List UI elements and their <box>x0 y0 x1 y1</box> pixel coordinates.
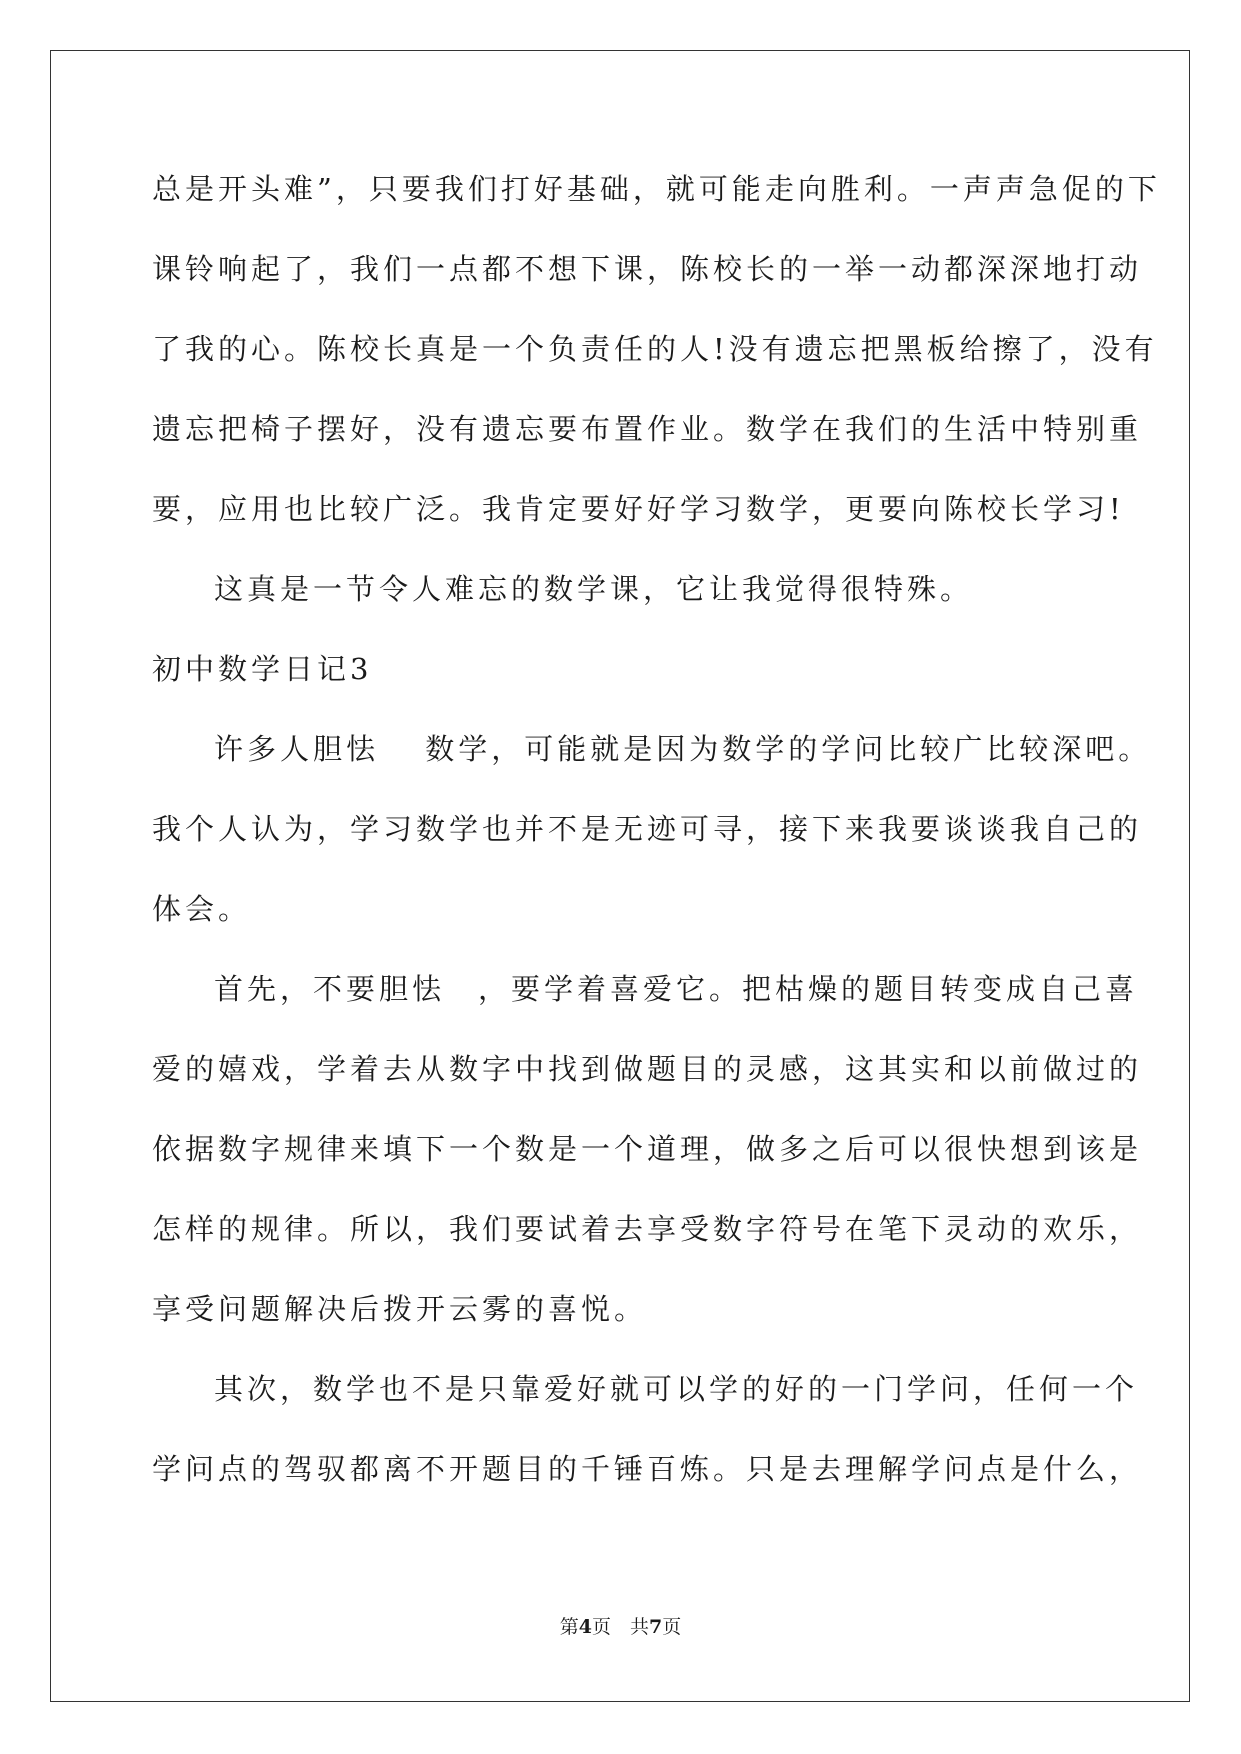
paragraph-line: 这真是一节令人难忘的数学课，它让我觉得很特殊。 <box>214 572 974 606</box>
paragraph-line: 许多人胆怯 数学，可能就是因为数学的学问比较广比较深吧。 <box>214 732 1152 766</box>
footer-prefix: 第 <box>559 1616 579 1638</box>
paragraph-line: 我个人认为，学习数学也并不是无迹可寻，接下来我要谈谈我自己的 <box>152 812 1143 846</box>
total-page-number: 7 <box>649 1616 663 1638</box>
paragraph-line: 要，应用也比较广泛。我肯定要好好学习数学，更要向陈校长学习! <box>152 492 1125 526</box>
footer-suffix: 页 <box>662 1616 682 1638</box>
section-heading: 初中数学日记3 <box>152 652 373 686</box>
paragraph-line: 学问点的驾驭都离不开题目的千锤百炼。只是去理解学问点是什么， <box>152 1452 1143 1486</box>
paragraph-line: 总是开头难”，只要我们打好基础，就可能走向胜利。一声声急促的下 <box>152 172 1161 206</box>
paragraph-line: 了我的心。陈校长真是一个负责任的人!没有遗忘把黑板给擦了，没有 <box>152 332 1158 366</box>
paragraph-line: 享受问题解决后拨开云雾的喜悦。 <box>152 1292 648 1326</box>
paragraph-line: 怎样的规律。所以，我们要试着去享受数字符号在笔下灵动的欢乐， <box>152 1212 1143 1246</box>
paragraph-line: 课铃响起了，我们一点都不想下课，陈校长的一举一动都深深地打动 <box>152 252 1143 286</box>
document-body <box>152 160 1161 1520</box>
page-footer <box>0 1612 1241 1639</box>
paragraph-line: 爱的嬉戏，学着去从数字中找到做题目的灵感，这其实和以前做过的 <box>152 1052 1143 1086</box>
paragraph-line: 依据数字规律来填下一个数是一个道理，做多之后可以很快想到该是 <box>152 1132 1143 1166</box>
paragraph-line: 首先，不要胆怯 ，要学着喜爱它。把枯燥的题目转变成自己喜 <box>214 972 1139 1006</box>
footer-mid: 页 共 <box>591 1616 649 1638</box>
paragraph-line: 体会。 <box>152 892 252 926</box>
current-page-number: 4 <box>578 1616 592 1638</box>
paragraph-line: 其次，数学也不是只靠爱好就可以学的好的一门学问，任何一个 <box>214 1372 1139 1406</box>
paragraph-line: 遗忘把椅子摆好，没有遗忘要布置作业。数学在我们的生活中特别重 <box>152 412 1143 446</box>
